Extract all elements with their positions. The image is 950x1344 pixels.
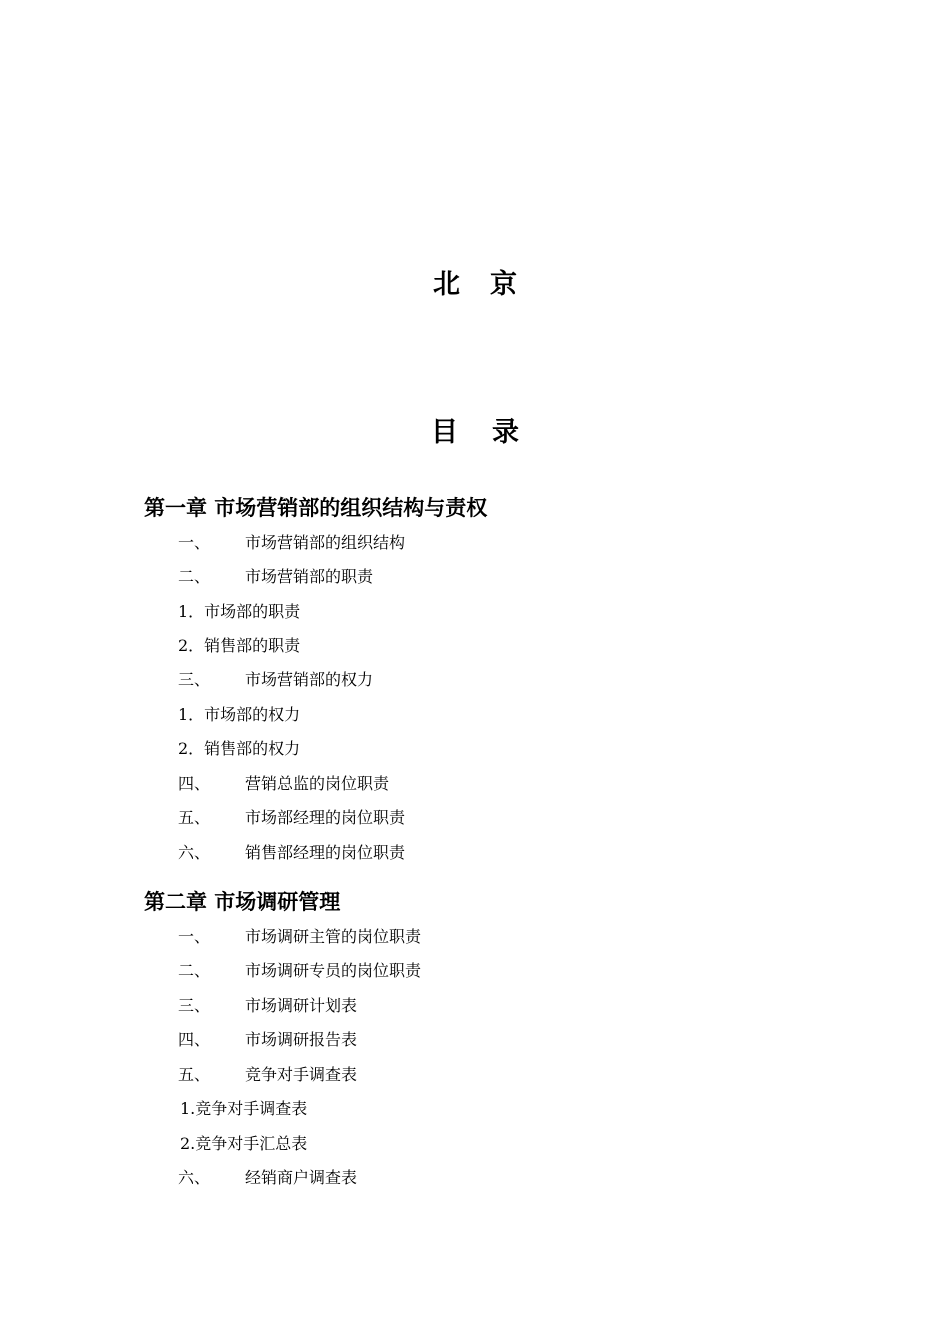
toc-entry-label: 营销总监的岗位职责 — [245, 774, 390, 793]
toc-entry-label: 市场部经理的岗位职责 — [245, 808, 406, 827]
toc-entry-number: 一、 — [178, 533, 211, 552]
chapter-1-title[interactable]: 第一章 市场营销部的组织结构与责权 — [144, 496, 488, 520]
toc-entry-label: 市场营销部的权力 — [245, 670, 374, 689]
toc-entry-number: 四、 — [178, 1030, 211, 1049]
toc-entry-label: 市场调研主管的岗位职责 — [245, 927, 422, 946]
toc-entry-number: 二、 — [178, 961, 211, 980]
toc-entry-number: 六、 — [178, 1168, 211, 1187]
toc-entry-label: 市场调研报告表 — [245, 1030, 358, 1049]
toc-entry-number: 四、 — [178, 774, 211, 793]
toc-entry-label: 销售部经理的岗位职责 — [245, 843, 406, 862]
toc-subentry[interactable]: 1．市场部的职责 — [178, 602, 301, 621]
toc-subentry[interactable]: 2．销售部的职责 — [178, 636, 301, 655]
toc-subentry[interactable]: 2.竞争对手汇总表 — [180, 1134, 308, 1153]
toc-subentry[interactable]: 1.竞争对手调查表 — [180, 1099, 308, 1118]
cover-city: 北京 — [433, 269, 547, 300]
toc-entry-number: 一、 — [178, 927, 211, 946]
toc-title: 目录 — [431, 417, 553, 448]
toc-entry-label: 市场调研计划表 — [245, 996, 358, 1015]
toc-subentry[interactable]: 1．市场部的权力 — [178, 705, 301, 724]
toc-entry-number: 三、 — [178, 996, 211, 1015]
toc-entry-label: 市场营销部的组织结构 — [245, 533, 406, 552]
toc-entry-label: 经销商户调查表 — [245, 1168, 358, 1187]
toc-entry-number: 五、 — [178, 808, 211, 827]
toc-entry-number: 六、 — [178, 843, 211, 862]
toc-entry-label: 市场调研专员的岗位职责 — [245, 961, 422, 980]
toc-entry-label: 竞争对手调查表 — [245, 1065, 358, 1084]
toc-entry-label: 市场营销部的职责 — [245, 567, 374, 586]
toc-subentry[interactable]: 2．销售部的权力 — [178, 739, 301, 758]
chapter-2-title[interactable]: 第二章 市场调研管理 — [144, 890, 341, 914]
toc-entry-number: 五、 — [178, 1065, 211, 1084]
toc-entry-number: 二、 — [178, 567, 211, 586]
toc-entry-number: 三、 — [178, 670, 211, 689]
